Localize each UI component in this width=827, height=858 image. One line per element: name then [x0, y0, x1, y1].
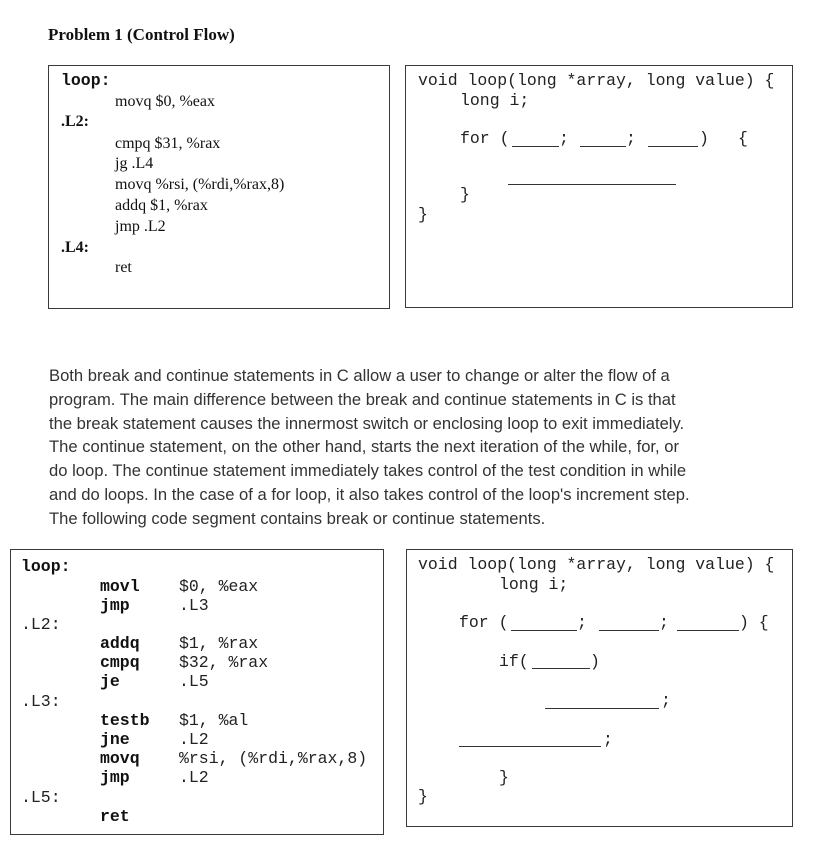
for-cond-blank[interactable]	[580, 146, 626, 147]
asm-line: ret	[115, 259, 132, 276]
semicolon: ;	[603, 730, 613, 749]
for-update-blank[interactable]	[648, 146, 698, 147]
outer-close-brace: }	[418, 205, 428, 224]
asm-opcode: jne	[100, 730, 130, 749]
open-brace: {	[738, 129, 748, 148]
asm-opcode: jmp	[100, 768, 130, 787]
semicolon: ;	[577, 613, 587, 632]
explanation-paragraph	[49, 364, 809, 531]
asm-line: addq $1, %rax	[115, 197, 208, 214]
paragraph-line: The following code segment contains break or continue statements.	[49, 508, 546, 528]
semicolon: ;	[659, 613, 669, 632]
outer-close-brace: }	[418, 787, 428, 806]
close-paren: )	[699, 129, 709, 148]
declaration: long i;	[460, 91, 530, 110]
asm-opcode: addq	[100, 634, 140, 653]
label-l3: .L3:	[21, 692, 61, 711]
label-l4: .L4:	[61, 239, 89, 256]
function-signature: void loop(long *array, long value) {	[418, 555, 775, 574]
paragraph-line: the break statement causes the innermost switch or enclosing loop to exit immediately.	[49, 413, 685, 433]
inner-close-brace: }	[499, 768, 509, 787]
asm-line: jmp .L2	[115, 218, 166, 235]
asm-opcode: testb	[100, 711, 150, 730]
asm-line: cmpq $31, %rax	[115, 135, 221, 152]
asm-box-1	[48, 65, 390, 309]
for-keyword: for (	[460, 129, 510, 148]
asm-operand: %rsi, (%rdi,%rax,8)	[179, 749, 368, 768]
loop-body-blank[interactable]	[508, 184, 676, 185]
asm-opcode: cmpq	[100, 653, 140, 672]
asm-opcode: ret	[100, 807, 130, 826]
asm-opcode: je	[100, 672, 120, 691]
for-keyword: for (	[459, 613, 509, 632]
asm-box-2	[10, 549, 384, 835]
asm-operand: .L2	[179, 768, 209, 787]
asm-operand: $32, %rax	[179, 653, 269, 672]
asm-opcode: movq	[100, 749, 140, 768]
for-init-blank[interactable]	[512, 146, 559, 147]
paragraph-line: program. The main difference between the break and continue statements in C is that	[49, 389, 676, 409]
if-cond-blank[interactable]	[532, 668, 590, 669]
paragraph-line: Both break and continue statements in C allow a user to change or alter the flow of a	[49, 366, 670, 385]
close-paren-brace: ) {	[739, 613, 769, 632]
asm-operand: $0, %eax	[179, 577, 259, 596]
paragraph-line: and do loops. In the case of a for loop, it also takes control of the loop's increment step.	[49, 484, 690, 504]
for-cond-blank[interactable]	[599, 630, 659, 631]
asm-line: movq %rsi, (%rdi,%rax,8)	[115, 176, 285, 193]
for-init-blank[interactable]	[511, 630, 577, 631]
label-l2: .L2:	[21, 615, 61, 634]
asm-line: jg .L4	[115, 155, 154, 172]
problem-title: Problem 1 (Control Flow)	[48, 25, 235, 44]
declaration: long i;	[499, 575, 569, 594]
semicolon: ;	[559, 129, 569, 148]
asm-operand: .L3	[179, 596, 209, 615]
loop-statement-blank[interactable]	[459, 746, 601, 747]
for-update-blank[interactable]	[677, 630, 739, 631]
asm-operand: .L2	[179, 730, 209, 749]
label-l2: .L2:	[61, 113, 89, 130]
if-keyword: if(	[499, 652, 529, 671]
asm-operand: $1, %al	[179, 711, 249, 730]
asm-operand: .L5	[179, 672, 209, 691]
c-code-box-1	[405, 65, 793, 308]
if-close-paren: )	[590, 652, 600, 671]
semicolon: ;	[661, 691, 671, 710]
asm-opcode: jmp	[100, 596, 130, 615]
label-loop: loop:	[21, 557, 71, 576]
if-body-blank[interactable]	[545, 708, 659, 709]
asm-line: movq $0, %eax	[115, 93, 215, 110]
label-loop: loop:	[61, 71, 111, 90]
asm-opcode: movl	[100, 577, 140, 596]
paragraph-line: The continue statement, on the other hand, starts the next iteration of the while, for, or	[49, 437, 680, 457]
c-code-box-2	[406, 549, 793, 827]
paragraph-line: do loop. The continue statement immediately takes control of the test condition in while	[49, 461, 687, 481]
asm-operand: $1, %rax	[179, 634, 259, 653]
function-signature: void loop(long *array, long value) {	[418, 71, 775, 90]
inner-close-brace: }	[460, 185, 470, 204]
semicolon: ;	[626, 129, 636, 148]
label-l5: .L5:	[21, 788, 61, 807]
